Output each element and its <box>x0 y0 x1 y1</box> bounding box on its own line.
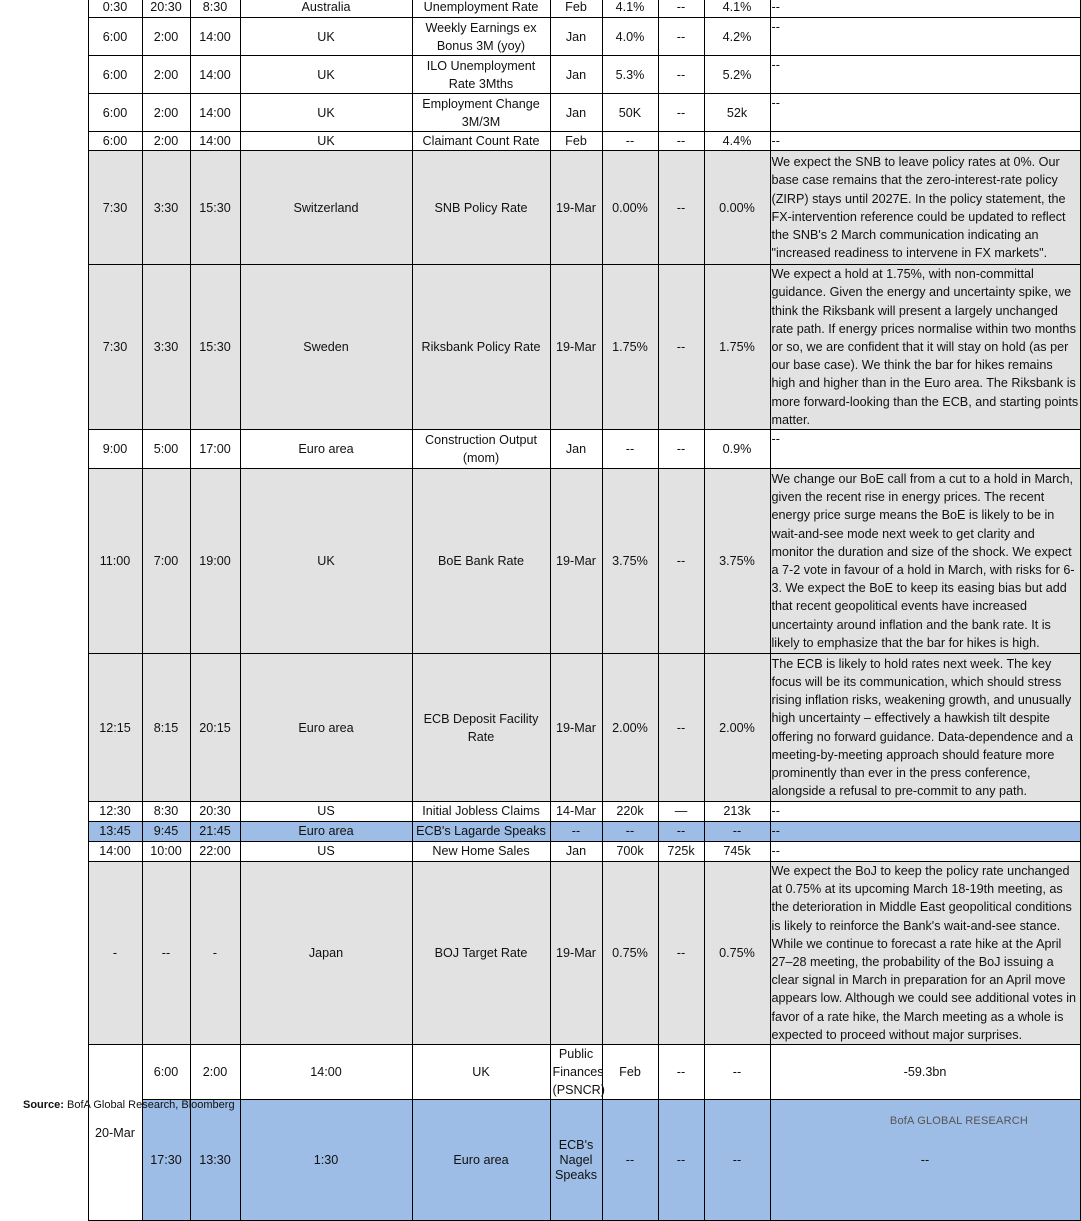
event: Unemployment Rate <box>412 0 550 18</box>
consensus: -- <box>658 18 704 56</box>
previous: -- <box>770 1100 1080 1221</box>
period: Feb <box>550 132 602 151</box>
comment: We expect a hold at 1.75%, with non-committal guidance. Given the energy and uncertainty spike, we think the Riksbank will present a largely unchanged rate path. If energy prices normalise within two months or so, we are confident that it will stay on hold (as per our base case). We think the bar for hikes remains high and higher than in the Euro area. The Riksbank is more forward-looking than the ECB, and starting points matter. <box>770 265 1080 430</box>
comment: -- <box>770 802 1080 822</box>
period: -- <box>550 822 602 842</box>
time-tokyo: 2:00 <box>142 94 190 132</box>
time-et: 9:00 <box>88 430 142 469</box>
period: Jan <box>550 56 602 94</box>
bofa-forecast: 50K <box>602 94 658 132</box>
time-tokyo: 2:00 <box>142 18 190 56</box>
country: Euro area <box>240 654 412 802</box>
event: ECB Deposit Facility Rate <box>412 654 550 802</box>
period: Jan <box>550 94 602 132</box>
bofa-forecast: 0.75% <box>602 862 658 1045</box>
country: US <box>240 842 412 862</box>
consensus: -- <box>658 56 704 94</box>
period: 14-Mar <box>550 802 602 822</box>
comment: -- <box>770 56 1080 94</box>
consensus: -- <box>658 0 704 18</box>
time-et: 6:00 <box>88 18 142 56</box>
previous: 2.00% <box>704 654 770 802</box>
period: Jan <box>550 18 602 56</box>
comment: -- <box>770 94 1080 132</box>
bofa-forecast: 3.75% <box>602 469 658 654</box>
time-et: 13:45 <box>88 822 142 842</box>
comment: We change our BoE call from a cut to a hold in March, given the recent rise in energy prices. The recent energy price surge means the BoE is likely to be in wait-and-see mode next week to get clarity and monitor the duration and size of the shock. We expect a 7-2 vote in favour of a hold in March, with risks for 6-3. We expect the BoE to keep its easing bias but add that recent geopolitical events have increased uncertainty around inflation and the bank rate. It is likely to emphasize that the bar for hikes is high. <box>770 469 1080 654</box>
bofa-forecast: 0.00% <box>602 151 658 265</box>
period: 19-Mar <box>550 862 602 1045</box>
consensus: -- <box>704 1045 770 1100</box>
previous: 0.9% <box>704 430 770 469</box>
country: UK <box>240 94 412 132</box>
bofa-forecast: 5.3% <box>602 56 658 94</box>
comment: We expect the SNB to leave policy rates at 0%. Our base case remains that the zero-interest-rate policy (ZIRP) stays until 2027E. In the policy statement, the FX-intervention reference could be updated to reflect the SNB's 2 March communication indicating an "increased readiness to intervene in FX markets". <box>770 151 1080 265</box>
time-hk: 19:00 <box>190 469 240 654</box>
time-tokyo: 7:00 <box>142 469 190 654</box>
bofa-forecast: 4.1% <box>602 0 658 18</box>
event: SNB Policy Rate <box>412 151 550 265</box>
bofa-forecast: 2.00% <box>602 654 658 802</box>
consensus: -- <box>704 1100 770 1221</box>
source-text: BofA Global Research, Bloomberg <box>63 1099 235 1111</box>
time-hk: 14:00 <box>190 18 240 56</box>
time-hk: 22:00 <box>190 842 240 862</box>
event: Weekly Earnings ex Bonus 3M (yoy) <box>412 18 550 56</box>
time-tokyo: 10:00 <box>142 842 190 862</box>
comment: -- <box>770 430 1080 469</box>
time-et: 6:00 <box>142 1045 190 1100</box>
consensus: — <box>658 802 704 822</box>
event: Public Finances (PSNCR) <box>550 1045 602 1100</box>
time-hk: 17:00 <box>190 430 240 469</box>
time-hk: 14:00 <box>190 94 240 132</box>
time-tokyo: 5:00 <box>142 430 190 469</box>
country: UK <box>240 18 412 56</box>
event: Initial Jobless Claims <box>412 802 550 822</box>
event: ECB's Lagarde Speaks <box>412 822 550 842</box>
time-et: 6:00 <box>88 56 142 94</box>
time-tokyo: 13:30 <box>190 1100 240 1221</box>
bofa-forecast: 220k <box>602 802 658 822</box>
time-hk: 21:45 <box>190 822 240 842</box>
event: Claimant Count Rate <box>412 132 550 151</box>
time-hk: 20:30 <box>190 802 240 822</box>
comment: -- <box>770 132 1080 151</box>
bofa-forecast: -- <box>602 430 658 469</box>
event: Riksbank Policy Rate <box>412 265 550 430</box>
source-label: Source: <box>23 1099 64 1111</box>
time-hk: - <box>190 862 240 1045</box>
time-et: 7:30 <box>88 265 142 430</box>
country: Euro area <box>240 430 412 469</box>
comment: We expect the BoJ to keep the policy rate unchanged at 0.75% at its upcoming March 18-19th meeting, as the deterioration in Middle East geopolitical conditions is likely to reinforce the Bank's wait-and-see stance. While we continue to forecast a rate hike at the April 27–28 meeting, the probability of the BoJ issuing a clear signal in March in preparation for an April move appears low. Although we could see additional votes in favor of a rate hike, the March meeting as a whole is expected to proceed without major surprises. <box>770 862 1080 1045</box>
consensus: -- <box>658 469 704 654</box>
time-hk: 8:30 <box>190 0 240 18</box>
country: Sweden <box>240 265 412 430</box>
event: ECB's Nagel Speaks <box>550 1100 602 1221</box>
previous: 5.2% <box>704 56 770 94</box>
time-hk: 14:00 <box>190 132 240 151</box>
country: UK <box>240 56 412 94</box>
date-cell-previous <box>22 0 88 1221</box>
previous: 4.2% <box>704 18 770 56</box>
country: Australia <box>240 0 412 18</box>
bofa-forecast: 1.75% <box>602 265 658 430</box>
bofa-forecast: -- <box>602 822 658 842</box>
bofa-forecast: -- <box>658 1100 704 1221</box>
consensus: -- <box>658 822 704 842</box>
consensus: -- <box>658 151 704 265</box>
consensus: -- <box>658 654 704 802</box>
country: Euro area <box>412 1100 550 1221</box>
previous: 1.75% <box>704 265 770 430</box>
event: New Home Sales <box>412 842 550 862</box>
comment: -- <box>770 18 1080 56</box>
consensus: -- <box>658 265 704 430</box>
time-tokyo: 20:30 <box>142 0 190 18</box>
previous: -59.3bn <box>770 1045 1080 1100</box>
time-et: 7:30 <box>88 151 142 265</box>
comment: The ECB is likely to hold rates next week. The key focus will be its communication, which should stress rising inflation risks, weakening growth, and unusually high uncertainty – effectively a hawkish tilt despite offering no forward guidance. Data-dependence and a meeting-by-meeting approach should feature more prominently than ever in the press conference, alongside a refusal to pre-commit to any path. <box>770 654 1080 802</box>
bofa-forecast: 4.0% <box>602 18 658 56</box>
previous: 213k <box>704 802 770 822</box>
previous: -- <box>704 822 770 842</box>
comment: -- <box>770 842 1080 862</box>
period: 19-Mar <box>550 151 602 265</box>
time-et: 12:15 <box>88 654 142 802</box>
period: 19-Mar <box>550 265 602 430</box>
source-note <box>23 1099 235 1111</box>
time-et: 11:00 <box>88 469 142 654</box>
consensus: -- <box>658 94 704 132</box>
bofa-forecast: -- <box>602 132 658 151</box>
time-et: 6:00 <box>88 132 142 151</box>
country: UK <box>240 469 412 654</box>
time-et: 0:30 <box>88 0 142 18</box>
previous: 745k <box>704 842 770 862</box>
time-et: 12:30 <box>88 802 142 822</box>
period: Feb <box>602 1045 658 1100</box>
period: Jan <box>550 842 602 862</box>
time-tokyo: 2:00 <box>142 132 190 151</box>
event: ILO Unemployment Rate 3Mths <box>412 56 550 94</box>
bofa-forecast: 700k <box>602 842 658 862</box>
time-tokyo: 8:15 <box>142 654 190 802</box>
previous: 52k <box>704 94 770 132</box>
time-hk: 1:30 <box>240 1100 412 1221</box>
date-cell: 20-Mar <box>88 1045 142 1221</box>
time-et: - <box>88 862 142 1045</box>
time-tokyo: 2:00 <box>190 1045 240 1100</box>
country: UK <box>240 132 412 151</box>
period: Feb <box>550 0 602 18</box>
period: Jan <box>550 430 602 469</box>
country: Switzerland <box>240 151 412 265</box>
period: 19-Mar <box>550 469 602 654</box>
event: BoE Bank Rate <box>412 469 550 654</box>
event: Construction Output (mom) <box>412 430 550 469</box>
consensus: 725k <box>658 842 704 862</box>
bofa-forecast: -- <box>658 1045 704 1100</box>
time-hk: 14:00 <box>190 56 240 94</box>
consensus: -- <box>658 132 704 151</box>
previous: 4.4% <box>704 132 770 151</box>
time-tokyo: 8:30 <box>142 802 190 822</box>
previous: 3.75% <box>704 469 770 654</box>
brand-footer: BofA GLOBAL RESEARCH <box>889 1115 1028 1127</box>
country: Euro area <box>240 822 412 842</box>
event: BOJ Target Rate <box>412 862 550 1045</box>
previous: 0.75% <box>704 862 770 1045</box>
country: Japan <box>240 862 412 1045</box>
previous: 4.1% <box>704 0 770 18</box>
country: US <box>240 802 412 822</box>
time-hk: 20:15 <box>190 654 240 802</box>
consensus: -- <box>658 430 704 469</box>
time-hk: 15:30 <box>190 265 240 430</box>
time-hk: 15:30 <box>190 151 240 265</box>
event: Employment Change 3M/3M <box>412 94 550 132</box>
comment: -- <box>770 822 1080 842</box>
time-tokyo: -- <box>142 862 190 1045</box>
time-et: 14:00 <box>88 842 142 862</box>
previous: 0.00% <box>704 151 770 265</box>
time-hk: 14:00 <box>240 1045 412 1100</box>
time-et: 6:00 <box>88 94 142 132</box>
consensus: -- <box>658 862 704 1045</box>
time-et: 17:30 <box>142 1100 190 1221</box>
time-tokyo: 3:30 <box>142 265 190 430</box>
comment: -- <box>770 0 1080 18</box>
period: -- <box>602 1100 658 1221</box>
time-tokyo: 3:30 <box>142 151 190 265</box>
time-tokyo: 9:45 <box>142 822 190 842</box>
economic-calendar-table <box>22 0 1081 1221</box>
time-tokyo: 2:00 <box>142 56 190 94</box>
country: UK <box>412 1045 550 1100</box>
period: 19-Mar <box>550 654 602 802</box>
